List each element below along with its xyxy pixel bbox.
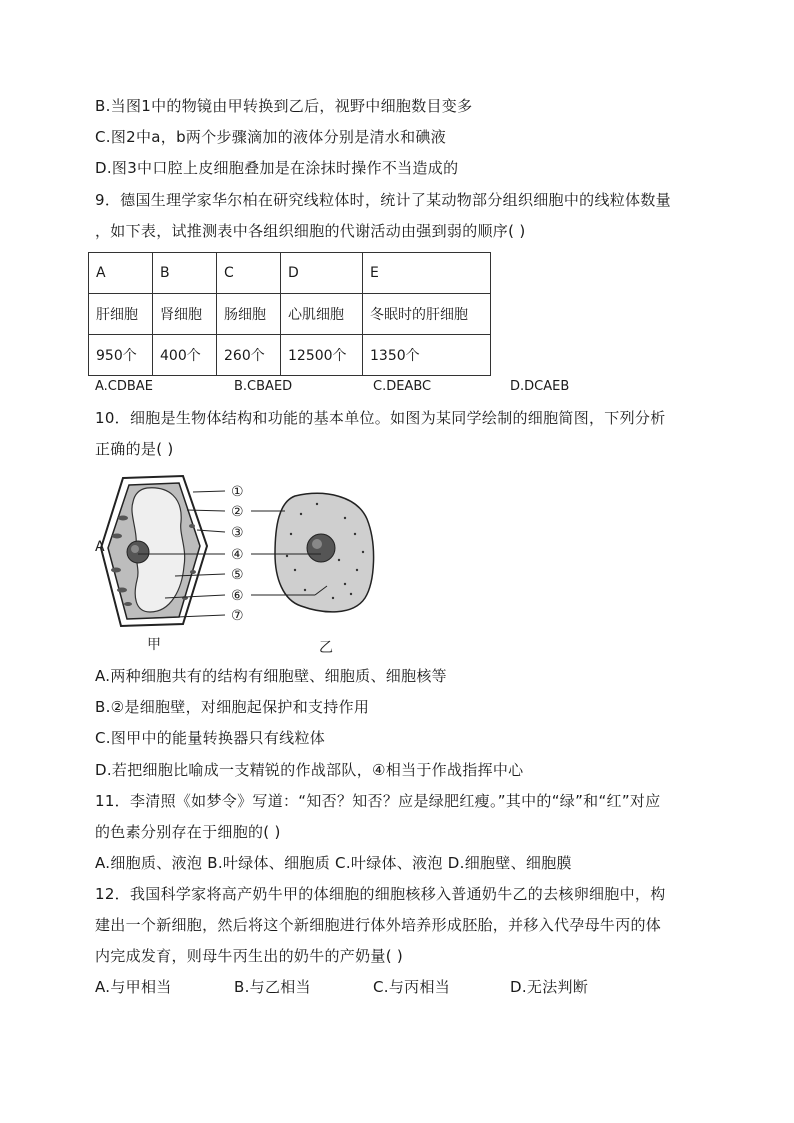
- table-cell: 950个: [89, 335, 153, 376]
- table-cell: 心肌细胞: [281, 294, 363, 335]
- table-cell: 肝细胞: [89, 294, 153, 335]
- q12-stem-line-1: 12．我国科学家将高产奶牛甲的体细胞的细胞核移入普通奶牛乙的去核卵细胞中，构: [95, 885, 666, 903]
- table-row: [89, 335, 491, 376]
- table-row: [89, 294, 491, 335]
- q9-table: [88, 252, 491, 376]
- q8-option-c: C.图2中a，b两个步骤滴加的液体分别是清水和碘液: [95, 128, 447, 146]
- q8-option-d: D.图3中口腔上皮细胞叠加是在涂抹时操作不当造成的: [95, 159, 459, 177]
- q11-stem-line-1: 11．李清照《如梦令》写道：“知否？知否？应是绿肥红瘦。”其中的“绿”和“红”对应: [95, 792, 661, 810]
- marker-7: ⑦: [231, 608, 244, 624]
- table-cell: 260个: [217, 335, 281, 376]
- q9-option-b: B.CBAED: [234, 379, 293, 394]
- q9-stem-line-1: 9．德国生理学家华尔柏在研究线粒体时，统计了某动物部分组织细胞中的线粒体数量: [95, 191, 671, 209]
- q12-option-c: C.与丙相当: [373, 978, 451, 996]
- cell-diagram-svg: [95, 474, 395, 656]
- table-cell: A: [89, 253, 153, 294]
- q12-option-b: B.与乙相当: [234, 978, 311, 996]
- q10-option-a: A.两种细胞共有的结构有细胞壁、细胞质、细胞核等: [95, 667, 447, 685]
- q12-stem-line-3: 内完成发育，则母牛丙生出的奶牛的产奶量( ): [95, 947, 404, 965]
- animal-cell-yi: [275, 493, 374, 611]
- q10-option-d: D.若把细胞比喻成一支精锐的作战部队，④相当于作战指挥中心: [95, 761, 524, 779]
- label-a: A: [95, 539, 105, 555]
- marker-1: ①: [231, 484, 244, 500]
- label-yi: 乙: [319, 640, 333, 656]
- table-cell: D: [281, 253, 363, 294]
- table-cell: 冬眠时的肝细胞: [363, 294, 491, 335]
- marker-5: ⑤: [231, 567, 244, 583]
- q9-stem-line-2: ，如下表，试推测表中各组织细胞的代谢活动由强到弱的顺序( ): [95, 222, 526, 240]
- q12-stem-line-2: 建出一个新细胞，然后将这个新细胞进行体外培养形成胚胎，并移入代孕母牛丙的体: [95, 916, 662, 934]
- q10-option-c: C.图甲中的能量转换器只有线粒体: [95, 729, 326, 747]
- q12-option-a: A.与甲相当: [95, 978, 172, 996]
- table-cell: C: [217, 253, 281, 294]
- table-cell: E: [363, 253, 491, 294]
- marker-3: ③: [231, 525, 244, 541]
- label-jia: 甲: [147, 637, 161, 653]
- table-cell: 400个: [153, 335, 217, 376]
- table-cell: 1350个: [363, 335, 491, 376]
- marker-4: ④: [231, 547, 244, 563]
- table-row: [89, 253, 491, 294]
- q9-option-d: D.DCAEB: [510, 379, 570, 394]
- table-cell: 肠细胞: [217, 294, 281, 335]
- q9-option-c: C.DEABC: [373, 379, 432, 394]
- marker-2: ②: [231, 504, 244, 520]
- table-cell: B: [153, 253, 217, 294]
- q12-option-d: D.无法判断: [510, 978, 589, 996]
- q10-stem-line-2: 正确的是( ): [95, 440, 174, 458]
- q8-option-b: B.当图1中的物镜由甲转换到乙后，视野中细胞数目变多: [95, 97, 473, 115]
- marker-6: ⑥: [231, 588, 244, 604]
- table-cell: 12500个: [281, 335, 363, 376]
- q11-options: A.细胞质、液泡 B.叶绿体、细胞质 C.叶绿体、液泡 D.细胞壁、细胞膜: [95, 854, 572, 872]
- cell-diagram: [95, 474, 395, 656]
- plant-cell-jia: [101, 476, 207, 626]
- q9-option-a: A.CDBAE: [95, 379, 153, 394]
- q10-stem-line-1: 10．细胞是生物体结构和功能的基本单位。如图为某同学绘制的细胞简图，下列分析: [95, 409, 666, 427]
- q11-stem-line-2: 的色素分别存在于细胞的( ): [95, 823, 281, 841]
- q10-option-b: B.②是细胞壁，对细胞起保护和支持作用: [95, 698, 370, 716]
- table-cell: 肾细胞: [153, 294, 217, 335]
